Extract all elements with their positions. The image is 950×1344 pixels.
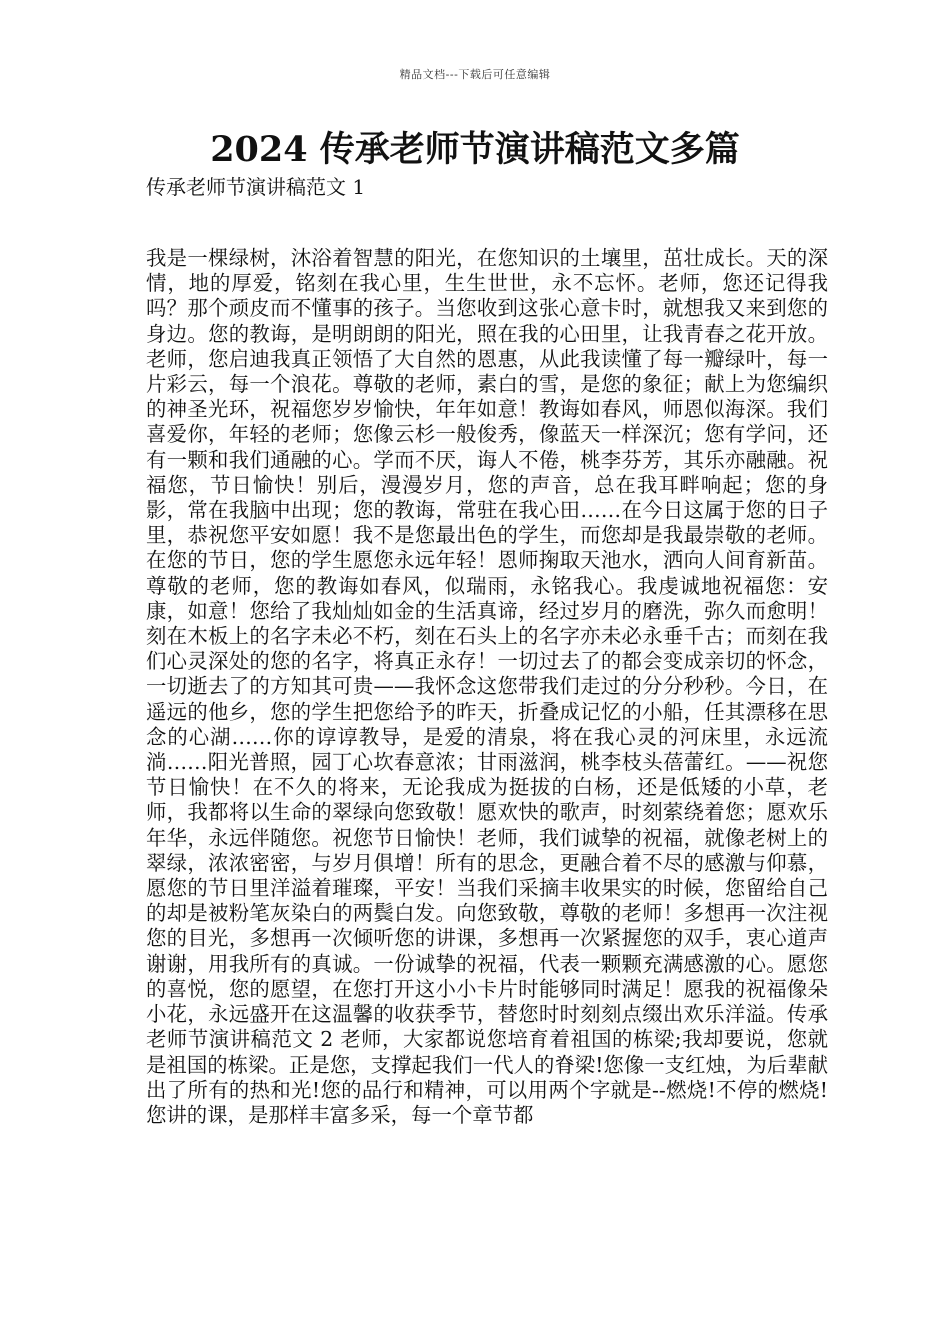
body-paragraph: 我是一棵绿树，沐浴着智慧的阳光，在您知识的土壤里，茁壮成长。天的深情，地的厚爱，铭刻在我心里，生生世世，永不忘怀。老师，您还记得我吗？那个顽皮而不懂事的孩子。当您收到这张心意卡时，就想我又来到您的身边。您的教诲，是明朗朗的阳光，照在我的心田里，让我青春之花开放。老师，您启迪我真正领悟了大自然的恩惠，从此我读懂了每一瓣绿叶，每一片彩云，每一个浪花。尊敬的老师，素白的雪，是您的象征；献上为您编织的神圣光环，祝福您岁岁愉快，年年如意！教诲如春风，师恩似海深。我们喜爱你，年轻的老师；您像云杉一般俊秀，像蓝天一样深沉；您有学问，还有一颗和我们通融的心。学而不厌，诲人不倦，桃李芬芳，其乐亦融融。祝福您，节日愉快！别后，漫漫岁月，您的声音，总在我耳畔响起；您的身影，常在我脑中出现；您的教诲，常驻在我心田……在今日这属于您的日子里，恭祝您平安如愿！我不是您最出色的学生，而您却是我最崇敬的老师。在您的节日，您的学生愿您永远年轻！恩师掬取天池水，洒向人间育新苗。尊敬的老师，您的教诲如春风，似瑞雨，永铭我心。我虔诚地祝福您：安康，如意！您给了我灿灿如金的生活真谛，经过岁月的磨洗，弥久而愈明！刻在木板上的名字未必不朽，刻在石头上的名字亦未必永垂千古；而刻在我们心灵深处的您的名字，将真正永存！一切过去了的都会变成亲切的怀念，一切逝去了的方知其可贵——我怀念这您带我们走过的分分秒秒。今日，在遥远的他乡，您的学生把您给予的昨天，折叠成记忆的小船，任其漂移在思念的心湖……你的谆谆教导，是爱的清泉，将在我心灵的河床里，永远流淌……阳光普照，园丁心坎春意浓；甘雨滋润，桃李枝头蓓蕾红。——祝您节日愉快！在不久的将来，无论我成为挺拔的白杨，还是低矮的小草，老师，我都将以生命的翠绿向您致敬！愿欢快的歌声，时刻萦绕着您；愿欢乐年华，永远伴随您。祝您节日愉快！老师，我们诚挚的祝福，就像老树上的翠绿，浓浓密密，与岁月俱增！所有的思念，更融合着不尽的感激与仰慕，愿您的节日里洋溢着璀璨，平安！当我们采摘丰收果实的时候，您留给自己的却是被粉笔灰染白的两鬓白发。向您致敬，尊敬的老师！多想再一次注视您的目光，多想再一次倾听您的讲课，多想再一次紧握您的双手，衷心道声谢谢，用我所有的真诚。一份诚挚的祝福，代表一颗颗充满感激的心。愿您的喜悦，您的愿望，在您打开这小小卡片时能够同时满足！愿我的祝福像朵小花，永远盛开在这温馨的收获季节，替您时时刻刻点缀出欢乐洋溢。传承老师节演讲稿范文 2 老师，大家都说您培育着祖国的栋梁;我却要说，您就是祖国的栋梁。正是您，支撑起我们一代人的脊梁!您像一支红烛，为后辈献出了所有的热和光!您的品行和精神，可以用两个字就是--燃烧!不停的燃烧!您讲的课，是那样丰富多采，每一个章节都 [146,246,828,1127]
section-heading: 传承老师节演讲稿范文 1 [146,175,366,199]
document-title: 2024 传承老师节演讲稿范文多篇 [210,129,740,170]
header-note: 精品文档---下载后可任意编辑 [399,68,551,81]
